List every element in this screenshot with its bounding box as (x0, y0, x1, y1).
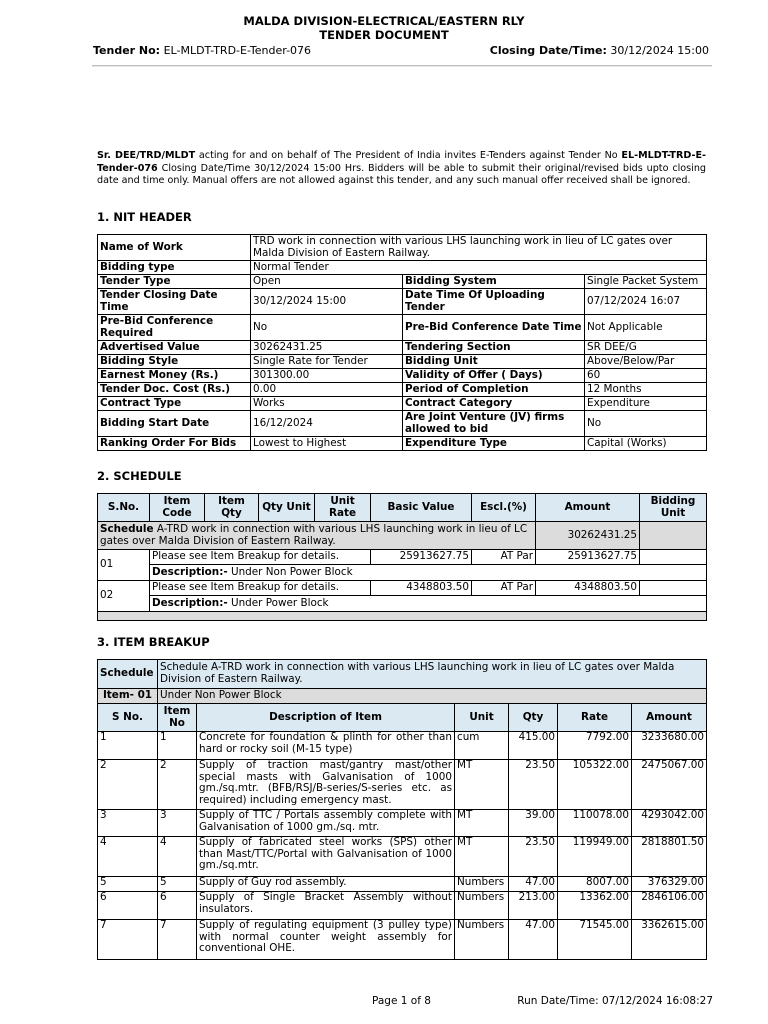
document-header (0, 14, 768, 42)
breakup-rate: 71545.00 (558, 920, 632, 960)
nit-key: Ranking Order For Bids (98, 437, 251, 451)
breakup-item-label: Item- 01 (98, 689, 158, 704)
schedule-desc-row (98, 565, 707, 581)
schedule-desc-row (98, 596, 707, 612)
breakup-description: Supply of Guy rod assembly. (197, 877, 455, 892)
breakup-rate: 110078.00 (558, 810, 632, 837)
schedule-header-row (98, 494, 707, 522)
schedule-item-text: Please see Item Breakup for details. (150, 581, 371, 596)
nit-row (98, 437, 707, 451)
nit-key: Name of Work (98, 235, 251, 261)
breakup-amount: 376329.00 (632, 877, 707, 892)
breakup-unit: MT (455, 760, 509, 810)
section-schedule: 2. SCHEDULE (97, 469, 182, 483)
nit-key: Are Joint Venture (JV) firms allowed to bid (403, 411, 585, 437)
closing-datetime-value: 30/12/2024 15:00 (610, 44, 709, 57)
nit-value: Works (251, 397, 403, 411)
breakup-unit: Numbers (455, 892, 509, 920)
table-row (98, 732, 707, 760)
nit-row (98, 235, 707, 261)
intro-paragraph (97, 150, 706, 188)
nit-key: Expenditure Type (403, 437, 585, 451)
breakup-qty: 213.00 (509, 892, 558, 920)
nit-row (98, 315, 707, 341)
nit-header-table (97, 234, 707, 451)
nit-value: Expenditure (585, 397, 707, 411)
breakup-amount: 2475067.00 (632, 760, 707, 810)
nit-value: SR DEE/G (585, 341, 707, 355)
nit-value: 60 (585, 369, 707, 383)
nit-row (98, 289, 707, 315)
run-datetime-label: Run Date/Time: (517, 995, 599, 1007)
schedule-desc-text: Under Power Block (227, 596, 329, 609)
schedule-item-text: Please see Item Breakup for details. (150, 550, 371, 565)
breakup-description: Supply of TTC / Portals assembly complete with Galvanisation of 1000 gm./sq. mtr. (197, 810, 455, 837)
nit-value: Open (251, 275, 403, 289)
schedule-escl: AT Par (472, 550, 536, 565)
nit-value: 30/12/2024 15:00 (251, 289, 403, 315)
nit-value: 0.00 (251, 383, 403, 397)
nit-key: Contract Category (403, 397, 585, 411)
nit-key: Advertised Value (98, 341, 251, 355)
nit-row (98, 383, 707, 397)
schedule-bidding-unit (640, 581, 707, 596)
schedule-summary-label: Schedule (100, 522, 154, 535)
schedule-basic-value: 25913627.75 (371, 550, 472, 565)
schedule-footer-row (98, 612, 707, 621)
nit-value: Capital (Works) (585, 437, 707, 451)
schedule-col-header: S.No. (98, 494, 150, 522)
breakup-sno: 7 (98, 920, 158, 960)
breakup-unit: cum (455, 732, 509, 760)
breakup-header-row (98, 704, 707, 732)
nit-value: TRD work in connection with various LHS launching work in lieu of LC gates over Malda Division of Eastern Railway. (251, 235, 707, 261)
schedule-col-header: Bidding Unit (640, 494, 707, 522)
nit-value: No (251, 315, 403, 341)
document-subtitle: TENDER DOCUMENT (319, 28, 449, 42)
nit-value: Lowest to Highest (251, 437, 403, 451)
tender-number (93, 44, 311, 57)
schedule-col-header: Basic Value (371, 494, 472, 522)
tender-number-value: EL-MLDT-TRD-E-Tender-076 (163, 44, 312, 57)
nit-value: Above/Below/Par (585, 355, 707, 369)
nit-row (98, 275, 707, 289)
nit-key: Bidding Style (98, 355, 251, 369)
header-divider (92, 65, 712, 66)
schedule-description (150, 565, 707, 581)
nit-value: Not Applicable (585, 315, 707, 341)
breakup-item-no: 7 (158, 920, 197, 960)
breakup-qty: 23.50 (509, 837, 558, 877)
breakup-description: Supply of regulating equipment (3 pulley type) with normal counter weight assembly for conventional OHE. (197, 920, 455, 960)
breakup-description: Supply of fabricated steel works (SPS) other than Mast/TTC/Portal with Galvanisation of 1000 gm./sq.mtr. (197, 837, 455, 877)
item-breakup-table (97, 659, 707, 960)
table-row (98, 877, 707, 892)
breakup-description: Supply of Single Bracket Assembly without insulators. (197, 892, 455, 920)
schedule-desc-text: Under Non Power Block (227, 565, 353, 578)
schedule-col-header: Amount (536, 494, 640, 522)
table-row (98, 837, 707, 877)
schedule-amount: 25913627.75 (536, 550, 640, 565)
nit-key: Date Time Of Uploading Tender (403, 289, 585, 315)
breakup-col-header: S No. (98, 704, 158, 732)
intro-tender-no: EL-MLDT-TRD-E-Tender-076 (97, 150, 706, 174)
schedule-table (97, 493, 707, 621)
breakup-rate: 105322.00 (558, 760, 632, 810)
breakup-amount: 3233680.00 (632, 732, 707, 760)
schedule-basic-value: 4348803.50 (371, 581, 472, 596)
schedule-col-header: Escl.(%) (472, 494, 536, 522)
nit-key: Bidding Unit (403, 355, 585, 369)
breakup-col-header: Item No (158, 704, 197, 732)
breakup-sno: 1 (98, 732, 158, 760)
run-datetime (517, 995, 713, 1007)
nit-row (98, 355, 707, 369)
tender-number-label: Tender No: (93, 44, 161, 57)
schedule-sno: 02 (98, 581, 150, 612)
breakup-sno: 6 (98, 892, 158, 920)
nit-value: Normal Tender (251, 261, 707, 275)
nit-value: 30262431.25 (251, 341, 403, 355)
breakup-item-text: Under Non Power Block (158, 689, 707, 704)
breakup-schedule-label: Schedule (98, 660, 158, 689)
breakup-unit: MT (455, 810, 509, 837)
nit-key: Earnest Money (Rs.) (98, 369, 251, 383)
nit-key: Bidding System (403, 275, 585, 289)
schedule-desc-label: Description:- (152, 565, 228, 578)
breakup-rate: 119949.00 (558, 837, 632, 877)
schedule-bidding-unit (640, 550, 707, 565)
nit-row (98, 397, 707, 411)
schedule-description (150, 596, 707, 612)
breakup-description: Concrete for foundation & plinth for other than hard or rocky soil (M-15 type) (197, 732, 455, 760)
breakup-col-header: Unit (455, 704, 509, 732)
breakup-description: Supply of traction mast/gantry mast/other special masts with Galvanisation of 1000 gm./sq.mtr. (BFB/RSJ/B-series/S-series etc. as required) including emergency mast. (197, 760, 455, 810)
nit-key: Pre-Bid Conference Date Time (403, 315, 585, 341)
schedule-summary-text (98, 522, 536, 550)
breakup-qty: 47.00 (509, 920, 558, 960)
nit-key: Bidding Start Date (98, 411, 251, 437)
schedule-summary-desc: A-TRD work in connection with various LHS launching work in lieu of LC gates over Malda Division of Eastern Railway. (100, 522, 528, 547)
breakup-amount: 2846106.00 (632, 892, 707, 920)
schedule-footer-cell (98, 612, 707, 621)
intro-officer: Sr. DEE/TRD/MLDT (97, 150, 196, 161)
intro-text-1: acting for and on behalf of The President of India invites E-Tenders against Tender No (195, 150, 622, 161)
schedule-sno: 01 (98, 550, 150, 581)
schedule-col-header: Item Qty (205, 494, 259, 522)
table-row (98, 892, 707, 920)
breakup-qty: 39.00 (509, 810, 558, 837)
breakup-col-header: Rate (558, 704, 632, 732)
schedule-amount: 4348803.50 (536, 581, 640, 596)
breakup-amount: 3362615.00 (632, 920, 707, 960)
breakup-item-no: 6 (158, 892, 197, 920)
nit-row (98, 369, 707, 383)
nit-value: No (585, 411, 707, 437)
nit-key: Bidding type (98, 261, 251, 275)
table-row (98, 920, 707, 960)
table-row (98, 810, 707, 837)
breakup-rate: 13362.00 (558, 892, 632, 920)
breakup-unit: Numbers (455, 920, 509, 960)
schedule-item-row (98, 550, 707, 565)
nit-value: 301300.00 (251, 369, 403, 383)
schedule-col-header: Item Code (150, 494, 205, 522)
nit-key: Tender Type (98, 275, 251, 289)
breakup-qty: 47.00 (509, 877, 558, 892)
schedule-summary-row (98, 522, 707, 550)
schedule-item-row (98, 581, 707, 596)
schedule-col-header: Unit Rate (315, 494, 371, 522)
nit-row (98, 261, 707, 275)
run-datetime-value: 07/12/2024 16:08:27 (601, 995, 713, 1007)
page-number: Page 1 of 8 (372, 995, 431, 1007)
nit-key: Tender Closing Date Time (98, 289, 251, 315)
schedule-col-header: Qty Unit (259, 494, 315, 522)
breakup-rate: 8007.00 (558, 877, 632, 892)
breakup-qty: 415.00 (509, 732, 558, 760)
breakup-unit: Numbers (455, 877, 509, 892)
nit-value: Single Packet System (585, 275, 707, 289)
schedule-escl: AT Par (472, 581, 536, 596)
breakup-sno: 5 (98, 877, 158, 892)
breakup-schedule-text: Schedule A-TRD work in connection with various LHS launching work in lieu of LC gates over Malda Division of Eastern Railway. (158, 660, 707, 689)
breakup-schedule-row (98, 660, 707, 689)
nit-value: 16/12/2024 (251, 411, 403, 437)
breakup-item-no: 1 (158, 732, 197, 760)
section-nit-header: 1. NIT HEADER (97, 210, 192, 224)
breakup-col-header: Description of Item (197, 704, 455, 732)
breakup-sno: 4 (98, 837, 158, 877)
section-item-breakup: 3. ITEM BREAKUP (97, 635, 210, 649)
breakup-sno: 2 (98, 760, 158, 810)
nit-value: 07/12/2024 16:07 (585, 289, 707, 315)
table-row (98, 760, 707, 810)
breakup-rate: 7792.00 (558, 732, 632, 760)
breakup-item-row (98, 689, 707, 704)
breakup-item-no: 4 (158, 837, 197, 877)
schedule-summary-amount: 30262431.25 (536, 522, 640, 550)
breakup-item-no: 3 (158, 810, 197, 837)
nit-key: Pre-Bid Conference Required (98, 315, 251, 341)
nit-key: Validity of Offer ( Days) (403, 369, 585, 383)
breakup-amount: 2818801.50 (632, 837, 707, 877)
nit-key: Tender Doc. Cost (Rs.) (98, 383, 251, 397)
breakup-item-no: 2 (158, 760, 197, 810)
nit-key: Contract Type (98, 397, 251, 411)
breakup-item-no: 5 (158, 877, 197, 892)
breakup-col-header: Qty (509, 704, 558, 732)
nit-row (98, 411, 707, 437)
breakup-unit: MT (455, 837, 509, 877)
nit-key: Period of Completion (403, 383, 585, 397)
nit-value: Single Rate for Tender (251, 355, 403, 369)
nit-row (98, 341, 707, 355)
nit-value: 12 Months (585, 383, 707, 397)
closing-datetime-label: Closing Date/Time: (489, 44, 607, 57)
breakup-sno: 3 (98, 810, 158, 837)
schedule-summary-unit (640, 522, 707, 550)
breakup-amount: 4293042.00 (632, 810, 707, 837)
division-title: MALDA DIVISION-ELECTRICAL/EASTERN RLY (243, 14, 525, 28)
breakup-col-header: Amount (632, 704, 707, 732)
breakup-qty: 23.50 (509, 760, 558, 810)
schedule-desc-label: Description:- (152, 596, 228, 609)
nit-key: Tendering Section (403, 341, 585, 355)
closing-datetime (490, 44, 709, 57)
intro-text-2: Closing Date/Time 30/12/2024 15:00 Hrs. Bidders will be able to submit their original/revised bids upto closing date and time only. Manual offers are not allowed against this tender, and any such manual offer received shall be ignored. (97, 162, 706, 186)
